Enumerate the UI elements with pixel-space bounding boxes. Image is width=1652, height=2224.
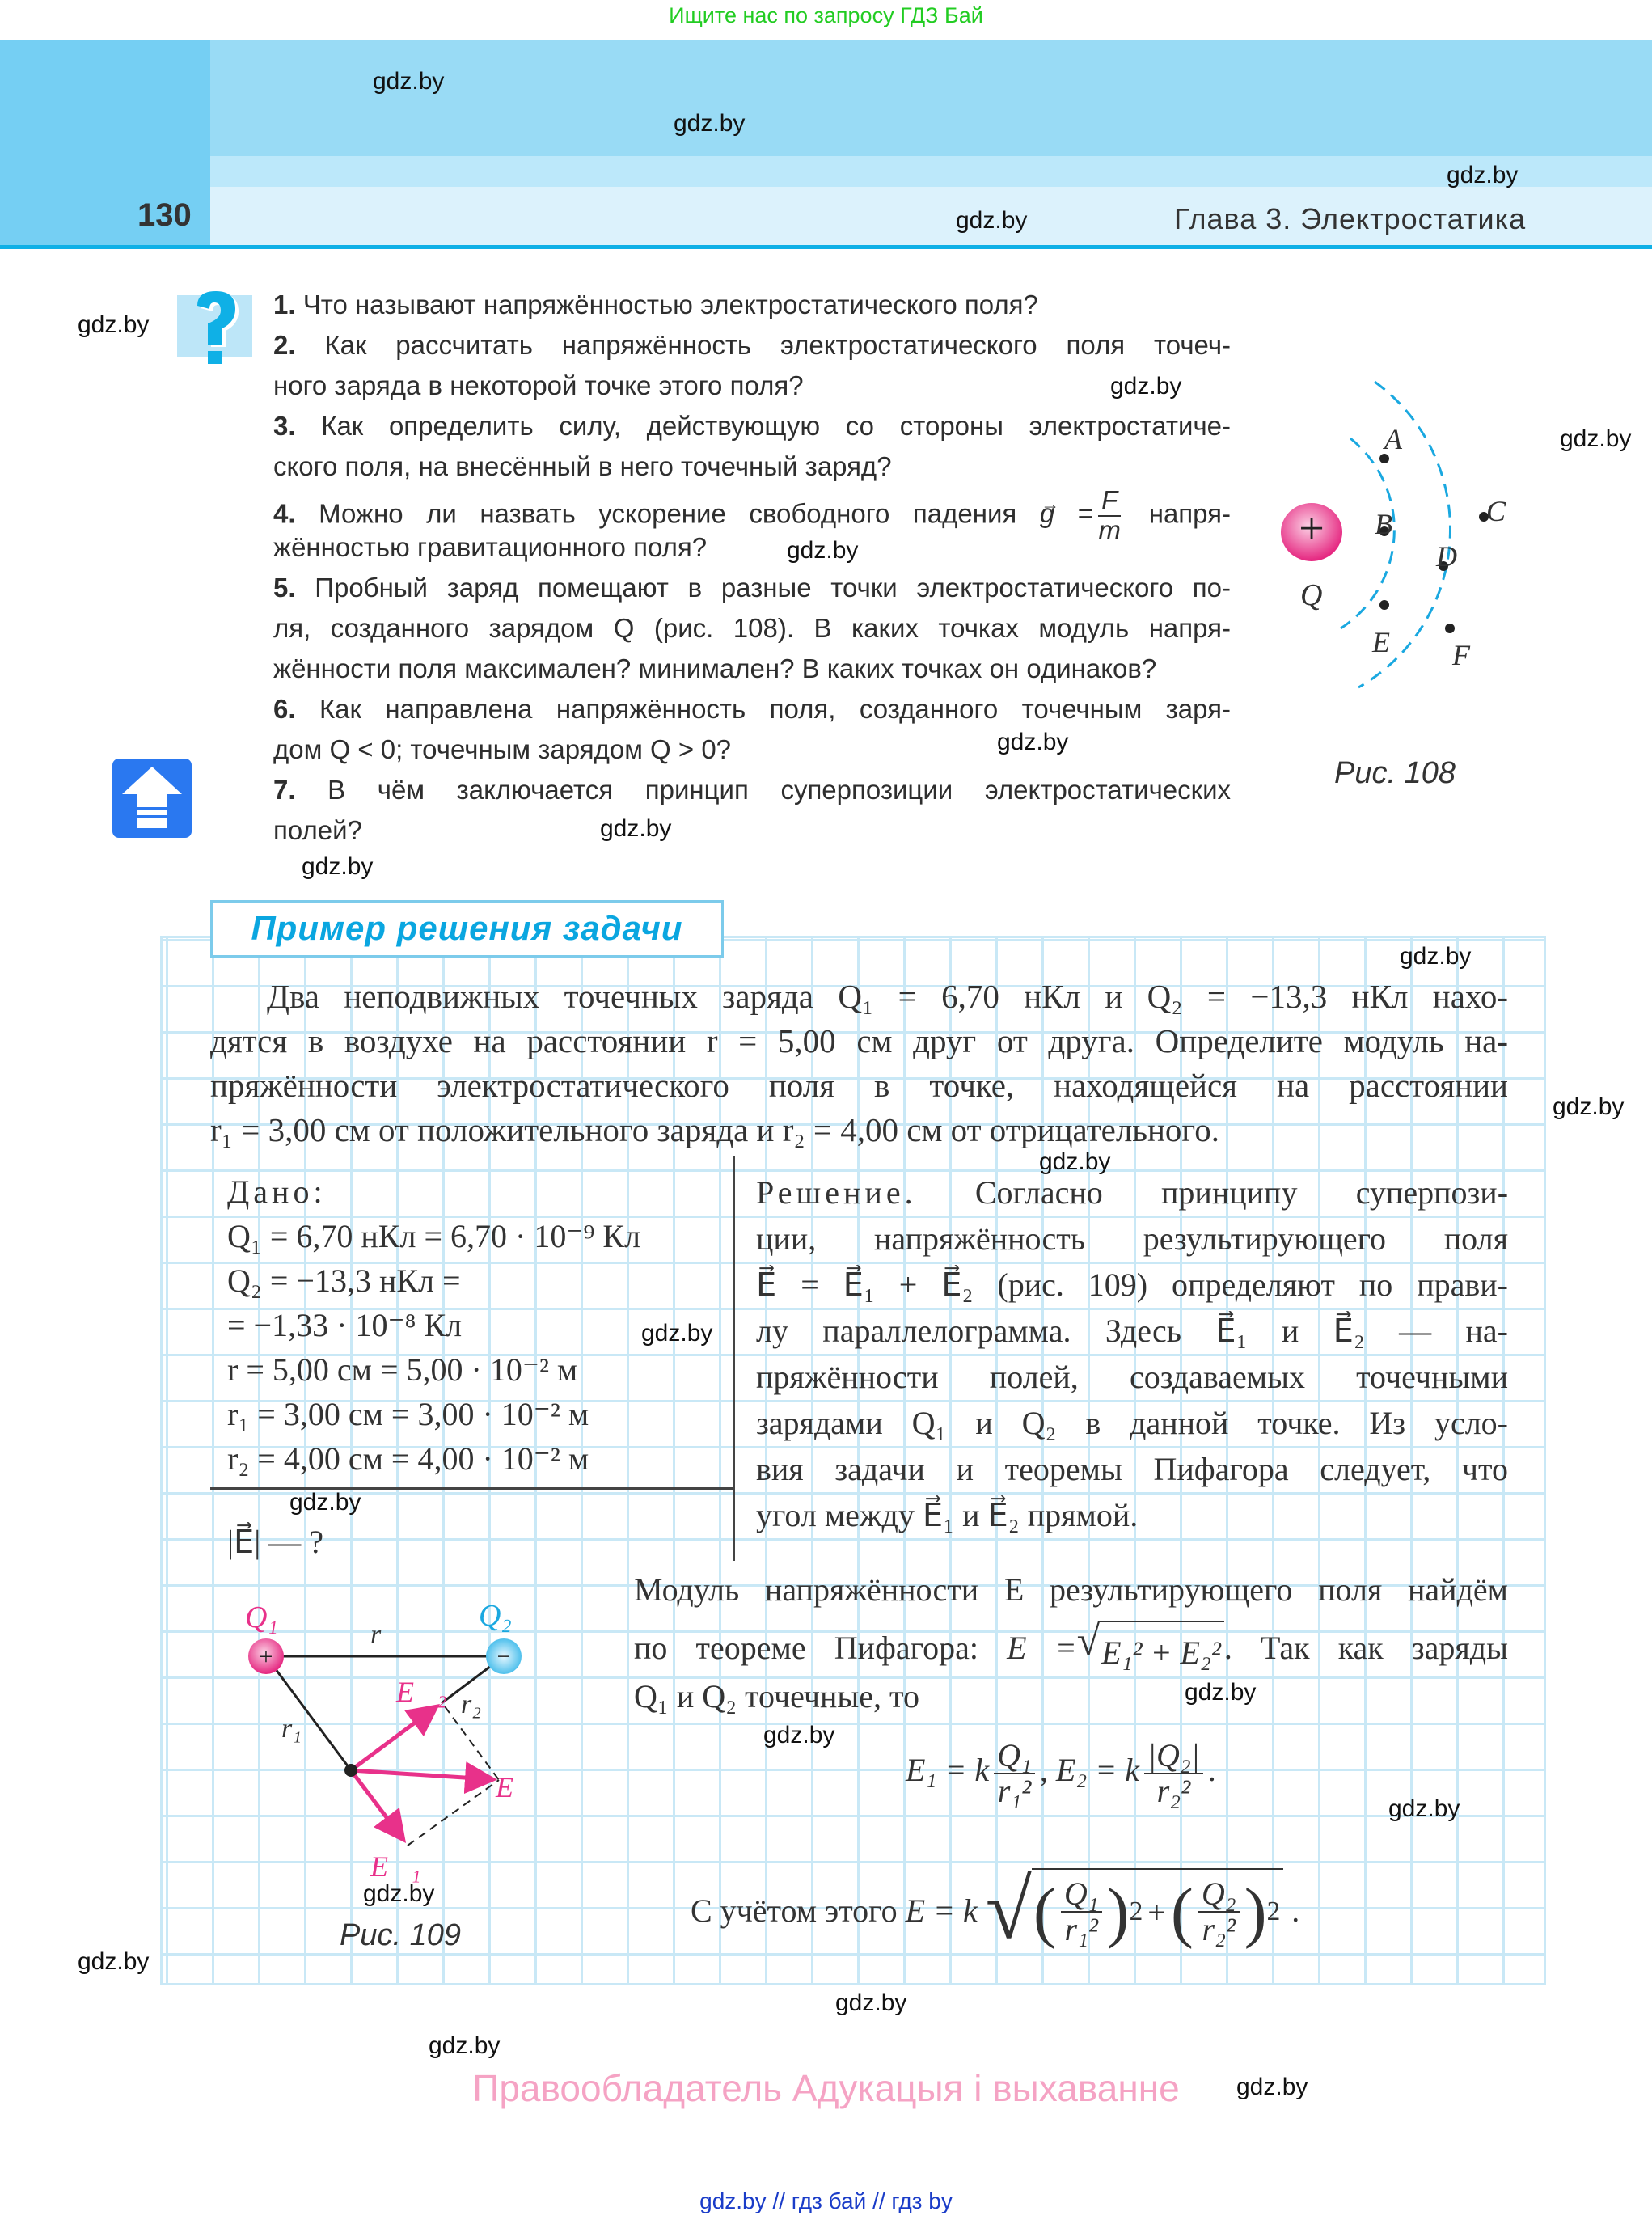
final-formula: С учётом этого E = k √ ( $\frac{\text{Q₁}}{\text{r₁²}}$ ) 2 + ( $\frac{\text{Q₂}}{\text{r₂²}}$ ) 2 . — [691, 1863, 1300, 1956]
review-questions: 1. Что называют напряжённостью электростатического поля? 2. Как рассчитать напряжённость электростатического поля точеч- ного заряда в некоторой точке этого поля? 3. Как определить силу, действующую со стороны электростатиче- ского поля, на внесённый в него точечный заряд? 4. Можно ли назвать ускорение свободного падения → g = $\frac{F}{m}$ напря- жённостью гравитационного поля? 5. Пробный заряд помещают в разные точки электростатического по- ля, созданного зарядом Q (рис. 108). В каких точках модуль напря- жённости поля максимален? минимален? В каких точках он одинаков? 6. Как направлена напряжённость поля, созданного точечным заря- дом Q < 0; точечным зарядом Q > 0? 7. В чём заключается принцип суперпозиции электростатических полей? — [273, 285, 1231, 851]
label-d: D — [1436, 540, 1457, 573]
watermark: gdz.by — [373, 68, 445, 95]
plus-sign: + — [1299, 504, 1325, 554]
given-block: Дано: Q₁ = 6,70 нКл = 6,70 · 10⁻⁹ Кл Q₂ = −13,3 нКл = = −1,33 · 10⁻⁸ Кл r = 5,00 см = 5,00 · 10⁻² м r₁ = 3,00 см = 3,00 · 10⁻² м r₂ = 4,00 см = 4,00 · 10⁻² м |E⃗| — ? — [227, 1169, 640, 1564]
label-q1: Q₁ — [245, 1600, 278, 1634]
question-5: 5. Пробный заряд помещают в разные точки электростатического по- — [273, 573, 1231, 603]
watermark: gdz.by — [302, 853, 374, 880]
label-c: C — [1486, 495, 1506, 527]
question-4: 4. Можно ли назвать ускорение свободного падения → g = $\frac{F}{m}$ напря- — [273, 487, 1231, 527]
given-title: Дано: — [227, 1173, 327, 1210]
copyright-notice: Правообладатель Адукацыя і выхаванне — [472, 2067, 1180, 2109]
figure-108-caption: Рис. 108 — [1334, 756, 1456, 790]
watermark: gdz.by — [641, 1320, 713, 1347]
watermark: gdz.by — [1110, 373, 1182, 400]
vector-e2 — [351, 1709, 433, 1770]
watermark: gdz.by — [1560, 425, 1632, 452]
watermark: gdz.by — [289, 1489, 361, 1516]
label-q2: Q₂ — [479, 1599, 512, 1633]
footer-links[interactable]: gdz.by // гдз бай // гдз by — [699, 2188, 953, 2213]
pythagoras-formula: E = √ E₁² + E₂² — [1007, 1630, 1224, 1666]
question-2: 2. Как рассчитать напряжённость электростатического поля точеч- — [273, 330, 1231, 360]
watermark: gdz.by — [1553, 1093, 1625, 1120]
gravity-formula: → g = $\frac{F}{m}$ — [1040, 498, 1126, 528]
question-3: 3. Как определить силу, действующую со стороны электростатиче- — [273, 411, 1231, 441]
watermark: gdz.by — [956, 207, 1028, 234]
watermark: gdz.by — [1039, 1148, 1111, 1175]
search-hint-banner: Ищите нас по запросу ГДЗ Бай — [669, 3, 983, 27]
label-q: Q — [1300, 578, 1323, 612]
watermark: gdz.by — [600, 815, 672, 842]
line-r1 — [266, 1656, 351, 1770]
modulus-paragraph: Модуль напряжённости E результирующего поля найдём по теореме Пифагора: E = √ E₁² + E₂² . Так как заряды Q₁ и Q₂ точечные, то — [634, 1571, 1509, 1715]
solution-block: Решение. Согласно принципу суперпози- ции, напряжённость результирующего поля E⃗ = E⃗₁ + E⃗₂ (рис. 109) определяют по прави- лу параллелограмма. Здесь E⃗₁ и E⃗₂ — на- пряжённости полей, создаваемых точечными зарядами Q₁ и Q₂ в данной точке. Из усло- вия задачи и теоремы Пифагора следует, что угол между E⃗₁ и E⃗₂ прямой. — [756, 1174, 1509, 1533]
label-e: E⃗ — [496, 1771, 536, 1803]
watermark: gdz.by — [1388, 1795, 1460, 1822]
question-6: 6. Как направлена напряжённость поля, созданного точечным заря- — [273, 694, 1231, 724]
vector-e1 — [351, 1770, 401, 1837]
parallelogram-side-2 — [408, 1780, 499, 1846]
label-r1: r₁ — [281, 1714, 302, 1744]
watermark: gdz.by — [78, 1948, 150, 1975]
label-e2: E⃗₂ — [396, 1676, 447, 1708]
find-quantity: |E⃗| — ? — [227, 1524, 324, 1560]
watermark: gdz.by — [787, 537, 859, 564]
figure-109-caption: Рис. 109 — [340, 1918, 461, 1952]
plus-sign: + — [259, 1643, 273, 1670]
vector-e — [351, 1770, 489, 1779]
label-a: A — [1384, 423, 1402, 455]
question-7: 7. В чём заключается принцип суперпозиции электростатических — [273, 775, 1232, 805]
page-number: 130 — [137, 197, 192, 233]
minus-sign: − — [496, 1643, 511, 1670]
watermark: gdz.by — [674, 110, 746, 137]
label-e: E — [1372, 626, 1390, 658]
label-e1: E⃗₁ — [370, 1850, 421, 1883]
label-f: F — [1452, 639, 1470, 671]
problem-statement: Два неподвижных точечных заряда Q₁ = 6,70 нКл и Q₂ = −13,3 нКл нахо- дятся в воздухе на расстоянии r = 5,00 см друг от друга. Определите модуль на- пряжённости электростатического поля в точке, находящейся на расстоянии r₁ = 3,00 см от положительного заряда и r₂ = 4,00 см от отрицательного. — [210, 978, 1508, 1148]
watermark: gdz.by — [1400, 943, 1472, 970]
question-1: 1. Что называют напряжённостью электростатического поля? — [273, 290, 1038, 319]
watermark: gdz.by — [1185, 1679, 1257, 1706]
label-r2: r₂ — [461, 1689, 482, 1719]
label-r: r — [370, 1620, 382, 1650]
watermark: gdz.by — [1447, 162, 1519, 188]
label-b: B — [1375, 508, 1392, 540]
watermark: gdz.by — [763, 1722, 835, 1748]
watermark: gdz.by — [835, 1989, 907, 2016]
watermark: gdz.by — [1236, 2074, 1308, 2100]
field-point — [344, 1764, 357, 1777]
watermark: gdz.by — [78, 311, 150, 338]
chapter-title: Глава 3. Электростатика — [1174, 202, 1527, 235]
field-strength-formulas: E₁ = k $\frac{\text{Q₁}}{\text{r₁²}}$ , E₂ = k $\frac{\text{|Q₂|}}{\text{r₂²}}$ . — [906, 1737, 1216, 1809]
solution-title: Решение. — [756, 1174, 917, 1211]
watermark: gdz.by — [429, 2032, 501, 2059]
watermark: gdz.by — [997, 729, 1069, 755]
watermark: gdz.by — [363, 1880, 435, 1907]
example-title: Пример решения задачи — [251, 909, 683, 947]
